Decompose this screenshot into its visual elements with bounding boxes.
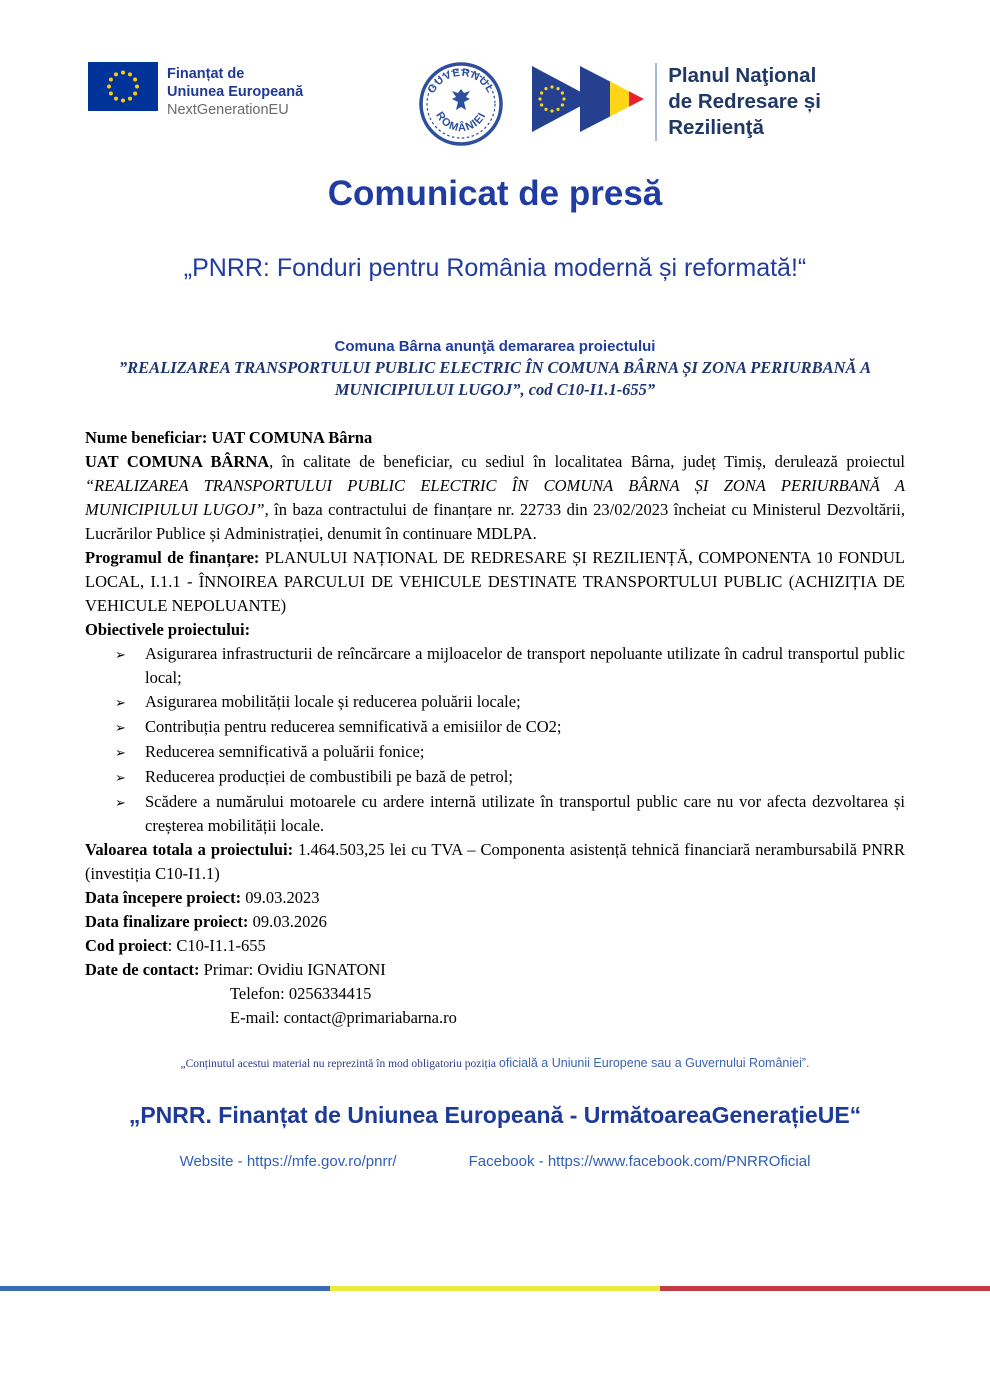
objectives-list: [85, 642, 905, 838]
contact-email-line: E-mail: contact@primariabarna.ro: [230, 1008, 457, 1027]
document-body: [85, 426, 905, 1030]
end-date-line: [85, 910, 905, 934]
program-label: Programul de finanțare:: [85, 548, 260, 567]
project-code-line: [85, 934, 905, 958]
objective-item: [85, 765, 905, 790]
arrow-bullet-icon: ➢: [115, 770, 126, 785]
footer-links: [0, 1153, 990, 1170]
start-date-label: Data începere proiect:: [85, 888, 242, 907]
paragraph-text-1: , în calitate de beneficiar, cu sediul în localitatea Bârna, județ Timiș, derulează proiectul: [269, 452, 905, 471]
romanian-government-seal-icon: [389, 62, 532, 146]
objective-text: Asigurarea infrastructurii de reîncărcare a mijloacelor de transport nepoluante utilizate în cadrul transportul public local;: [145, 644, 905, 687]
tricolor-red-segment: [660, 1286, 990, 1291]
arrow-bullet-icon: ➢: [115, 647, 126, 662]
objective-text: Contribuția pentru reducerea semnificativă a emisiilor de CO2;: [145, 717, 562, 736]
project-title-line2: MUNICIPIULUI LUGOJ”, cod C10-I1.1-655”: [334, 380, 656, 399]
objective-text: Asigurarea mobilității locale și reducerea poluării locale;: [145, 692, 521, 711]
disclaimer-text-sans: oficială a Uniunii Europene sau a Guvernului României”.: [498, 1056, 810, 1070]
arrow-bullet-icon: ➢: [115, 745, 126, 760]
objective-item: [85, 740, 905, 765]
pnrr-logo-line1: Planul Naţional: [668, 63, 817, 87]
website-link[interactable]: Website - https://mfe.gov.ro/pnrr/: [179, 1153, 397, 1170]
contact-mayor: Primar: Ovidiu IGNATONI: [199, 960, 386, 979]
objectives-label: Obiectivele proiectului:: [85, 620, 251, 639]
facebook-link[interactable]: Facebook - https://www.facebook.com/PNRROficial: [468, 1153, 811, 1170]
pnrr-logo: [532, 62, 904, 141]
disclaimer-text-serif: „Conținutul acestui material nu reprezintă în mod obligatoriu poziția: [180, 1058, 499, 1070]
end-date-label: Data finalizare proiect:: [85, 912, 249, 931]
paragraph-program: [85, 546, 905, 618]
project-title-line1: ”REALIZAREA TRANSPORTULUI PUBLIC ELECTRIC ÎN COMUNA BÂRNA ȘI ZONA PERIURBANĂ A: [118, 358, 872, 377]
pnrr-slogan: „PNRR. Finanțat de Uniunea Europeană - UrmătoareaGenerațieUE“: [128, 1102, 862, 1128]
contact-line: [85, 958, 905, 982]
arrow-bullet-icon: ➢: [115, 695, 126, 710]
objectives-heading: [85, 618, 905, 642]
objective-item: [85, 642, 905, 690]
eu-logo-line2: Uniunea Europeană: [167, 84, 304, 100]
beneficiary-line: [85, 426, 905, 450]
eu-flag-icon: [88, 62, 158, 116]
paragraph-beneficiary-details: [85, 450, 905, 546]
romanian-tricolor-rule: [0, 1286, 990, 1291]
project-code-value: : C10-I1.1-655: [167, 936, 266, 955]
page-title: Comunicat de presă: [327, 174, 663, 213]
contact-label: Date de contact:: [85, 960, 200, 979]
eu-logo-caption: [167, 62, 303, 120]
seal-text-top: GUVERNUL: [425, 66, 497, 96]
announcement-intro: Comuna Bârna anunţă demararea proiectului: [334, 338, 656, 355]
start-date-value: 09.03.2023: [241, 888, 320, 907]
objective-text: Scădere a numărului motoarele cu ardere internă utilizate în transportul public care nu vor afecta dezvoltarea și creșterea mobilității locale.: [145, 792, 905, 835]
paragraph-total-value: [85, 838, 905, 886]
eu-logo-line3: NextGenerationEU: [167, 102, 289, 118]
beneficiary-name: UAT COMUNA BÂRNA: [85, 452, 270, 471]
pnrr-logo-caption: [655, 63, 904, 141]
pnrr-arrows-icon: [532, 62, 648, 141]
objective-text: Reducerea producției de combustibili pe bază de petrol;: [145, 767, 513, 786]
start-date-line: [85, 886, 905, 910]
value-text: 1.464.503,25 lei cu TVA – Componenta asistență tehnică financiară nerambursabilă PNRR (investiția C10-I1.1): [85, 840, 905, 883]
page-subtitle: „PNRR: Fonduri pentru România modernă și reformată!“: [183, 254, 807, 282]
disclaimer: [0, 1056, 990, 1070]
project-title-inline: “REALIZAREA TRANSPORTULUI PUBLIC ELECTRIC ÎN COMUNA BÂRNA ȘI ZONA PERIURBANĂ A MUNICIPIULUI LUGOJ”,: [85, 476, 905, 519]
objective-item: [85, 790, 905, 838]
project-announcement: [0, 337, 990, 401]
pnrr-logo-line2: de Redresare și Rezilienţă: [668, 89, 821, 139]
value-label: Valoarea totala a proiectului:: [85, 840, 294, 859]
eu-logo-line1: Finanțat de: [167, 66, 245, 82]
beneficiary-text: Nume beneficiar: UAT COMUNA Bârna: [85, 428, 373, 447]
objective-item: [85, 715, 905, 740]
paragraph-text-2: în baza contractului de finanțare nr. 22733 din 23/02/2023 încheiat cu Ministerul Dezvoltării, Lucrărilor Publice și Administrației, denumit în continuare MDLPA.: [85, 500, 905, 543]
contact-phone-line: Telefon: 0256334415: [230, 984, 372, 1003]
objective-item: [85, 690, 905, 715]
program-text: PLANULUI NAȚIONAL DE REDRESARE ȘI REZILIENȚĂ, COMPONENTA 10 FONDUL LOCAL, I.1.1 - ÎNNOIREA PARCULUI DE VEHICULE DESTINATE TRANSPORTULUI PUBLIC (ACHIZIȚIA DE VEHICULE NEPOLUANTE): [85, 548, 905, 615]
tricolor-blue-segment: [0, 1286, 330, 1291]
arrow-bullet-icon: ➢: [115, 720, 126, 735]
project-code-label: Cod proiect: [85, 936, 168, 955]
end-date-value: 09.03.2026: [248, 912, 327, 931]
tricolor-yellow-segment: [330, 1286, 660, 1291]
objective-text: Reducerea semnificativă a poluării fonice;: [145, 742, 425, 761]
eu-funding-logo: [88, 62, 347, 120]
seal-text-bottom: ROMÂNIEI: [432, 109, 489, 135]
header-logos: [0, 0, 990, 146]
arrow-bullet-icon: ➢: [115, 795, 126, 810]
